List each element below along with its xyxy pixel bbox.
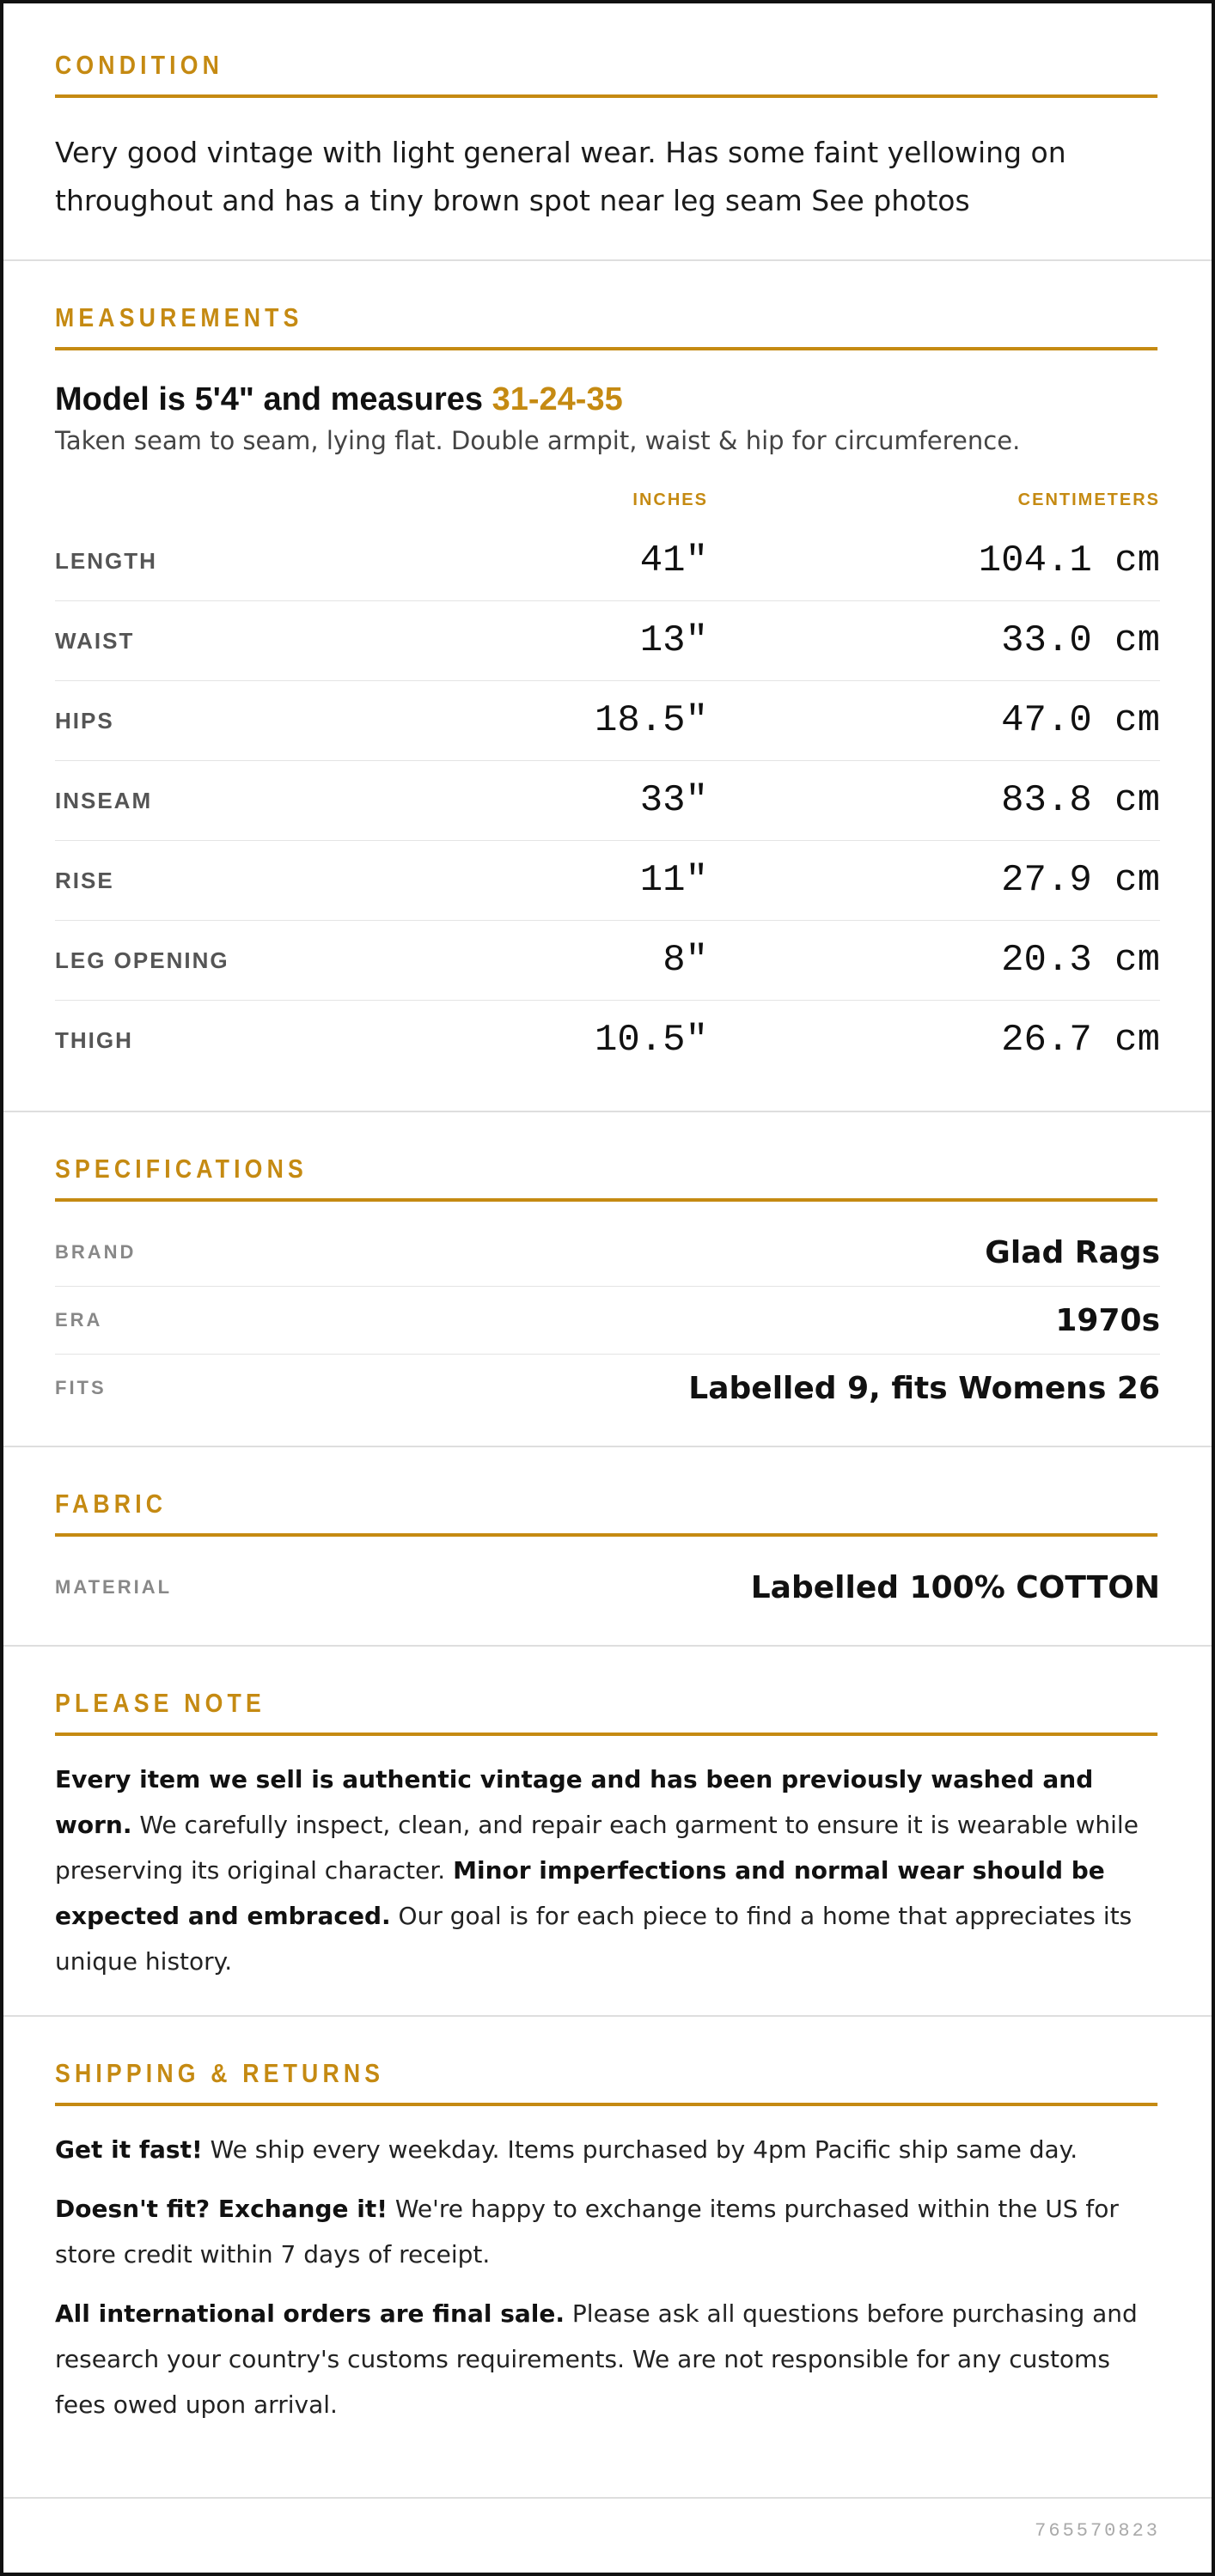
note-bold-1: Every item we sell is authentic vintage and has been previously washed and worn.: [55, 1765, 1094, 1839]
shipping-text-2: We're happy to exchange items purchased within the US for store credit within 7 days of receipt.: [55, 2195, 1119, 2268]
shipping-bold-1: Get it fast!: [55, 2135, 203, 2164]
measurement-row: [55, 521, 1160, 601]
spec-row-brand: [55, 1219, 1160, 1287]
footer-divider: [3, 2497, 1212, 2499]
specifications-section: [3, 1112, 1212, 1447]
spec-value: Labelled 100% COTTON: [750, 1569, 1160, 1605]
measurement-row: [55, 601, 1160, 681]
shipping-bold-2: Doesn't fit? Exchange it!: [55, 2195, 388, 2223]
shipping-text-3: Please ask all questions before purchasing and research your country's customs requirements. We are not responsible for any customs fees owed upon arrival.: [55, 2299, 1138, 2419]
spec-label: BRAND: [55, 1241, 137, 1263]
spec-row-fits: [55, 1355, 1160, 1422]
measurement-label: HIPS: [55, 707, 114, 734]
measurement-inches: 41": [639, 539, 708, 582]
shipping-returns-heading: SHIPPING & RETURNS: [55, 2058, 1157, 2106]
measurements-subtitle: Taken seam to seam, lying flat. Double armpit, waist & hip for circumference.: [55, 426, 1021, 455]
measurements-heading: MEASUREMENTS: [55, 302, 1157, 350]
shipping-text-1: We ship every weekday. Items purchased by 4pm Pacific ship same day.: [202, 2135, 1078, 2164]
model-figures: 31-24-35: [491, 381, 623, 417]
measurement-cm: 27.9 cm: [1001, 859, 1160, 902]
spec-value: Labelled 9, fits Womens 26: [688, 1370, 1160, 1406]
measurements-table-header: [55, 478, 1160, 521]
shipping-bold-3: All international orders are final sale.: [55, 2299, 565, 2328]
measurement-inches: 10.5": [594, 1019, 708, 1062]
please-note-section: [3, 1647, 1212, 2017]
measurement-label: WAIST: [55, 627, 135, 654]
spec-row-era: [55, 1287, 1160, 1355]
inches-column-header: INCHES: [632, 490, 708, 509]
measurement-cm: 33.0 cm: [1001, 619, 1160, 662]
condition-heading: CONDITION: [55, 50, 1157, 98]
measurement-row: [55, 681, 1160, 761]
model-prefix: Model is 5'4" and measures: [55, 381, 492, 417]
measurement-cm: 83.8 cm: [1001, 779, 1160, 822]
measurement-inches: 18.5": [594, 699, 708, 742]
measurement-row: [55, 1001, 1160, 1080]
spec-label: ERA: [55, 1309, 103, 1331]
measurement-inches: 8": [662, 939, 708, 982]
spec-label: FITS: [55, 1377, 107, 1398]
shipping-returns-section: [3, 2017, 1212, 2467]
spec-row-material: [55, 1554, 1160, 1621]
shipping-paragraph-fast: [55, 2127, 1160, 2172]
spec-value: 1970s: [1055, 1302, 1160, 1338]
measurement-label: LENGTH: [55, 547, 157, 574]
note-text-2: Our goal is for each piece to find a home that appreciates its unique history.: [55, 1902, 1133, 1976]
measurement-inches: 11": [639, 859, 708, 902]
measurement-cm: 26.7 cm: [1001, 1019, 1160, 1062]
centimeters-column-header: CENTIMETERS: [1017, 490, 1160, 509]
note-text-1: We carefully inspect, clean, and repair each garment to ensure it is wearable while preserving its original character.: [55, 1811, 1139, 1885]
spec-label: MATERIAL: [55, 1576, 173, 1598]
measurement-row: [55, 761, 1160, 841]
spec-value: Glad Rags: [985, 1234, 1160, 1270]
fabric-section: [3, 1447, 1212, 1647]
measurements-table: [55, 521, 1160, 1080]
product-id: 765570823: [1035, 2520, 1160, 2542]
please-note-heading: PLEASE NOTE: [55, 1688, 1157, 1736]
model-measurements: [55, 381, 1160, 418]
measurement-label: THIGH: [55, 1026, 133, 1053]
shipping-paragraph-exchange: [55, 2186, 1160, 2277]
please-note-text: [55, 1757, 1160, 1984]
measurement-row: [55, 921, 1160, 1001]
measurement-inches: 33": [639, 779, 708, 822]
measurement-cm: 20.3 cm: [1001, 939, 1160, 982]
measurements-section: [3, 261, 1212, 1112]
measurement-inches: 13": [639, 619, 708, 662]
measurement-label: LEG OPENING: [55, 947, 229, 973]
measurement-cm: 104.1 cm: [978, 539, 1160, 582]
fabric-heading: FABRIC: [55, 1489, 1157, 1537]
measurement-row: [55, 841, 1160, 921]
measurement-cm: 47.0 cm: [1001, 699, 1160, 742]
measurement-label: INSEAM: [55, 787, 153, 813]
measurement-label: RISE: [55, 867, 114, 893]
note-bold-2: Minor imperfections and normal wear should be expected and embraced.: [55, 1856, 1105, 1930]
condition-section: [3, 3, 1212, 261]
specifications-heading: SPECIFICATIONS: [55, 1154, 1157, 1202]
shipping-paragraph-international: [55, 2291, 1160, 2427]
condition-text: Very good vintage with light general wear. Has some faint yellowing on throughout and has a tiny brown spot near leg seam See photos: [55, 136, 1066, 217]
